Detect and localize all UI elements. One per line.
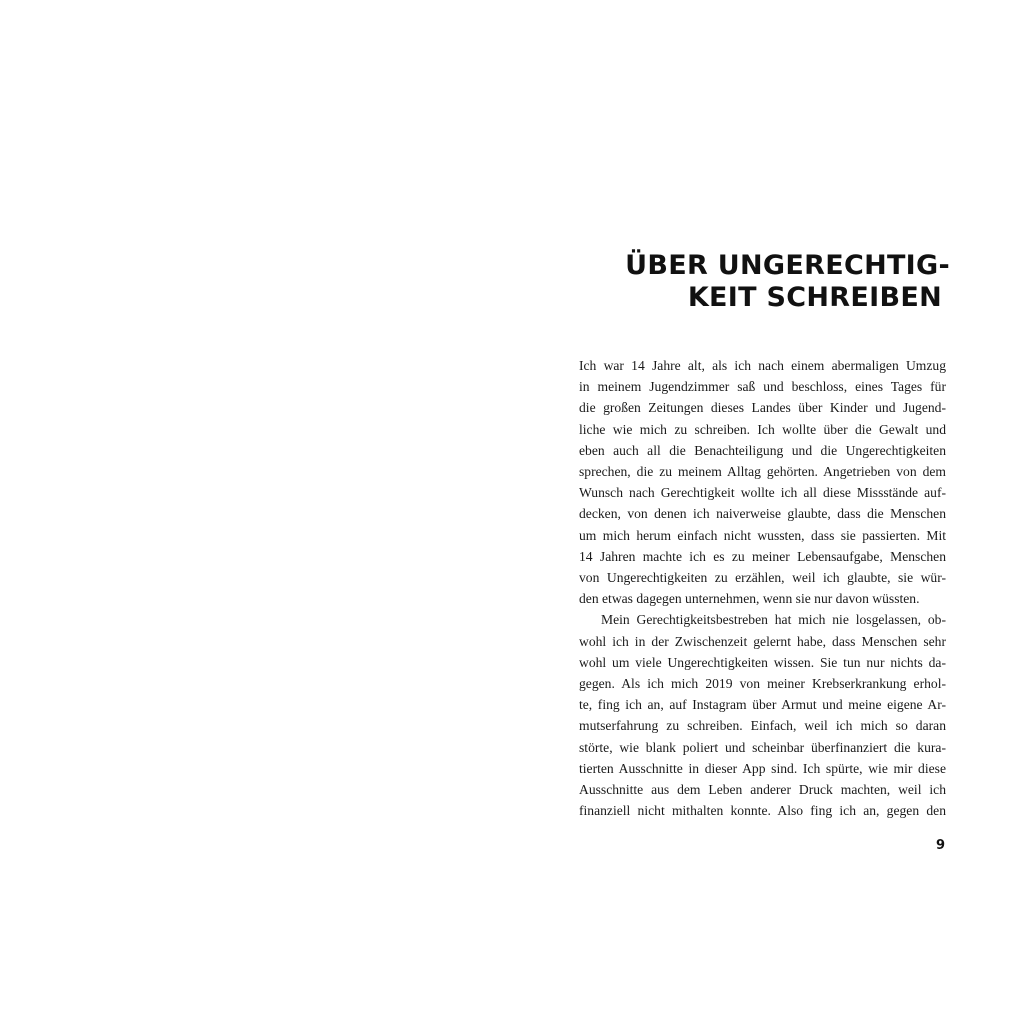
text-line: liche wie mich zu schreiben. Ich wollte über die Gewalt und [579,421,946,437]
text-line: 14 Jahren machte ich es zu meiner Lebensaufgabe, Menschen [579,548,946,564]
text-line: die großen Zeitungen dieses Landes über Kinder und Jugend- [579,400,946,416]
text-line: decken, von denen ich naiverweise glaubte, dass die Menschen [579,506,946,522]
text-line: sprechen, die zu meinem Alltag gehörten. Angetrieben von dem [579,464,946,480]
text-line: Wunsch nach Gerechtigkeit wollte ich all diese Missstände auf- [579,485,946,501]
text-line: in meinem Jugendzimmer saß und beschloss, eines Tages für [579,379,946,395]
text-line: gegen. Als ich mich 2019 von meiner Krebserkrankung erhol- [579,676,946,692]
text-line: Mein Gerechtigkeitsbestreben hat mich nie losgelassen, ob- [601,612,946,628]
chapter-title [530,250,950,314]
chapter-title-line-1: ÜBER UNGERECHTIG- [625,250,950,281]
text-line: von Ungerechtigkeiten zu erzählen, weil ich glaubte, sie wür- [579,570,946,586]
text-line: wohl ich in der Zwischenzeit gelernt habe, dass Menschen sehr [579,633,946,649]
text-line: te, fing ich an, auf Instagram über Armut und meine eigene Ar- [579,697,946,713]
text-line: eben auch all die Benachteiligung und die Ungerechtigkeiten [579,442,946,458]
text-line: finanziell nicht mithalten konnte. Also fing ich an, gegen den [579,803,946,819]
page-number: 9 [935,838,945,853]
text-line: wohl um viele Ungerechtigkeiten wissen. Sie tun nur nichts da- [579,654,946,670]
text-line: Ich war 14 Jahre alt, als ich nach einem abermaligen Umzug [579,358,946,373]
text-line: mutserfahrung zu schreiben. Einfach, weil ich mich so daran [579,718,946,734]
text-line: Ausschnitte aus dem Leben anderer Druck machten, weil ich [579,782,946,798]
body-text [579,355,946,821]
text-line: um mich herum einfach nicht wussten, dass sie passierten. Mit [579,527,946,543]
text-line: störte, wie blank poliert und scheinbar überfinanziert die kura- [579,739,946,755]
text-line: tierten Ausschnitte in dieser App sind. Ich spürte, wie mir diese [579,760,946,776]
text-line: den etwas dagegen unternehmen, wenn sie nur davon wüssten. [579,591,920,607]
chapter-title-line-2: KEIT SCHREIBEN [687,282,942,313]
